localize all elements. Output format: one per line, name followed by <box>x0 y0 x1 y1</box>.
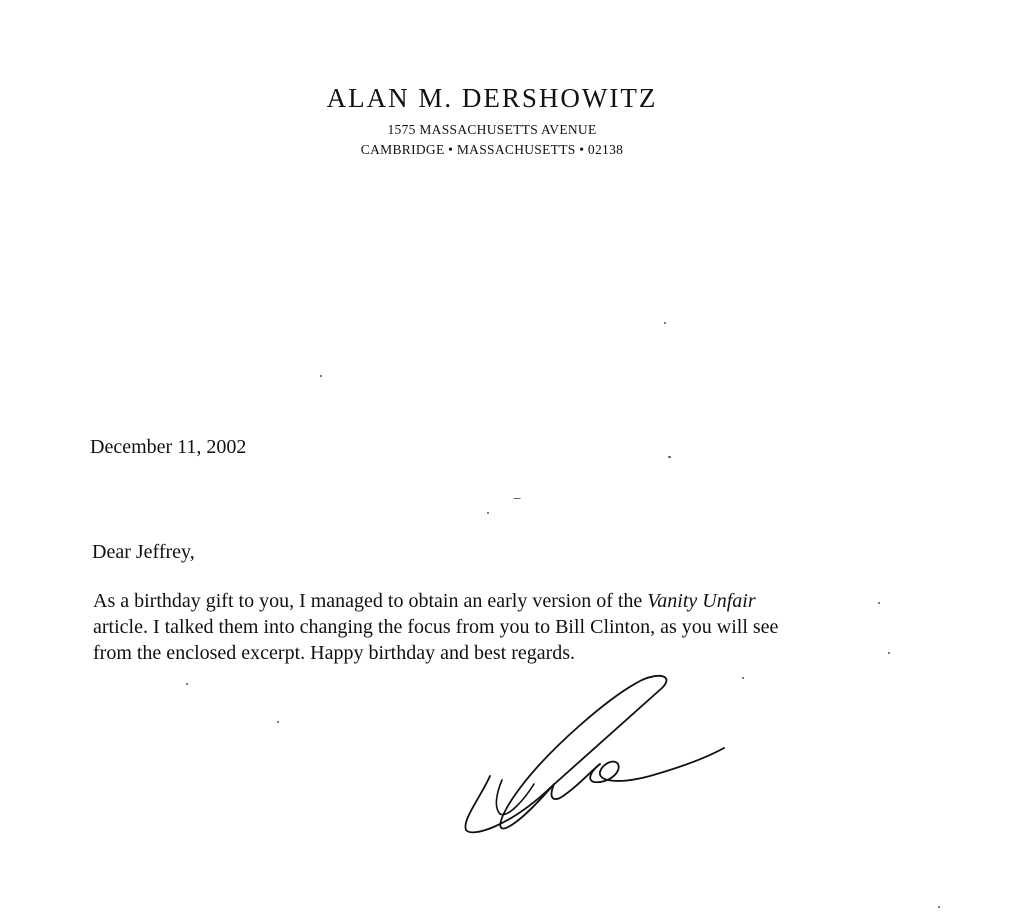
letter-body <box>93 588 913 666</box>
scan-speck <box>320 375 322 377</box>
scan-speck <box>742 677 744 679</box>
letterhead-name: ALAN M. DERSHOWITZ <box>326 83 658 113</box>
scan-speck <box>664 322 666 324</box>
letterhead-address-street: 1575 MASSACHUSETTS AVENUE <box>387 122 597 137</box>
handwritten-signature-icon <box>450 668 740 848</box>
scan-speck <box>938 906 940 908</box>
letterhead-address-city: CAMBRIDGE • MASSACHUSETTS • 02138 <box>360 142 624 157</box>
letter-body-line-2: article. I talked them into changing the focus from you to Bill Clinton, as you will see <box>93 616 779 638</box>
scan-speck <box>888 652 890 654</box>
scan-speck <box>878 602 880 604</box>
letter-body-line-3: from the enclosed excerpt. Happy birthday and best regards. <box>93 642 576 664</box>
letter-body-line-1-text: As a birthday gift to you, I managed to obtain an early version of the <box>93 590 648 612</box>
letter-body-line-1 <box>93 588 913 614</box>
scan-speck <box>277 721 279 723</box>
article-title: Vanity Unfair <box>647 590 756 612</box>
letter-salutation: Dear Jeffrey, <box>92 541 195 563</box>
scan-speck <box>186 683 188 685</box>
scan-speck <box>487 512 489 514</box>
scan-speck <box>668 456 671 458</box>
letterhead <box>0 82 984 160</box>
letter-date: December 11, 2002 <box>90 436 247 458</box>
scan-speck <box>513 498 521 499</box>
